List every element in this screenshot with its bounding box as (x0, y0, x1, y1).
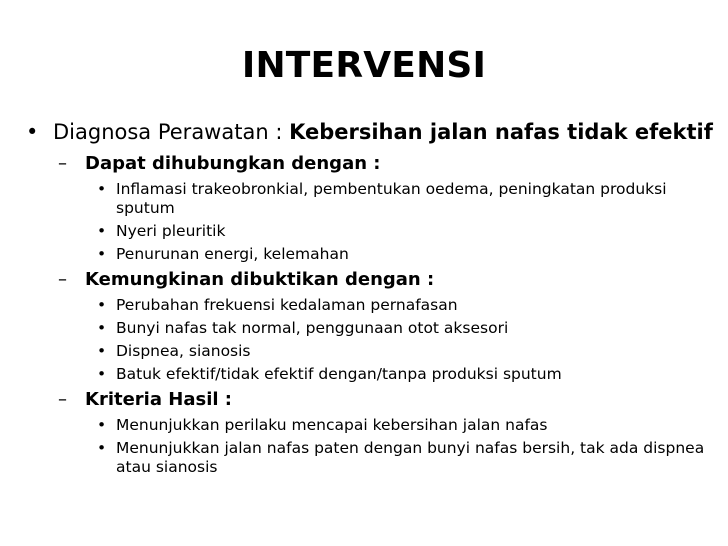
bullet-icon: • (97, 222, 107, 240)
bullet-icon: • (97, 245, 107, 263)
section-heading-1 (26, 152, 716, 176)
section-heading-text: Kemungkinan dibuktikan dengan : (85, 269, 435, 290)
list-item-text: Menunjukkan perilaku mencapai kebersihan jalan nafas (116, 416, 548, 434)
section-heading-text: Kriteria Hasil : (85, 389, 232, 410)
list-item (26, 180, 716, 218)
list-item (26, 342, 716, 361)
list-item (26, 439, 716, 477)
slide-title: INTERVENSI (241, 45, 487, 86)
section-heading-text: Dapat dihubungkan dengan : (85, 153, 381, 174)
section-heading-2 (26, 268, 716, 292)
diagnosis-value: Kebersihan jalan nafas tidak efektif (289, 120, 713, 144)
list-item-text: Perubahan frekuensi kedalaman pernafasan (116, 296, 458, 314)
dash-icon: – (58, 153, 67, 174)
bullet-icon: • (97, 319, 107, 337)
list-item (26, 416, 716, 435)
list-item (26, 365, 716, 384)
list-item-text: Menunjukkan jalan nafas paten dengan bunyi nafas bersih, tak ada dispnea atau sianosis (116, 439, 705, 476)
list-item (26, 245, 716, 264)
list-item-text: Penurunan energi, kelemahan (116, 245, 349, 263)
bullet-icon: • (97, 416, 107, 434)
dash-icon: – (58, 269, 67, 290)
diagnosis-line (26, 118, 716, 146)
list-item (26, 319, 716, 338)
list-item-text: Inflamasi trakeobronkial, pembentukan oedema, peningkatan produksi sputum (116, 180, 667, 217)
slide-content (26, 118, 716, 477)
list-item (26, 222, 716, 241)
list-item-text: Nyeri pleuritik (116, 222, 226, 240)
bullet-icon: • (26, 120, 39, 144)
bullet-icon: • (97, 342, 107, 360)
bullet-icon: • (97, 439, 107, 457)
list-item (26, 296, 716, 315)
list-item-text: Batuk efektif/tidak efektif dengan/tanpa produksi sputum (116, 365, 562, 383)
dash-icon: – (58, 389, 67, 410)
list-item-text: Bunyi nafas tak normal, penggunaan otot aksesori (116, 319, 509, 337)
bullet-icon: • (97, 296, 107, 314)
bullet-icon: • (97, 180, 107, 198)
section-heading-3 (26, 388, 716, 412)
list-item-text: Dispnea, sianosis (116, 342, 251, 360)
diagnosis-label: Diagnosa Perawatan : (53, 120, 290, 144)
bullet-icon: • (97, 365, 107, 383)
